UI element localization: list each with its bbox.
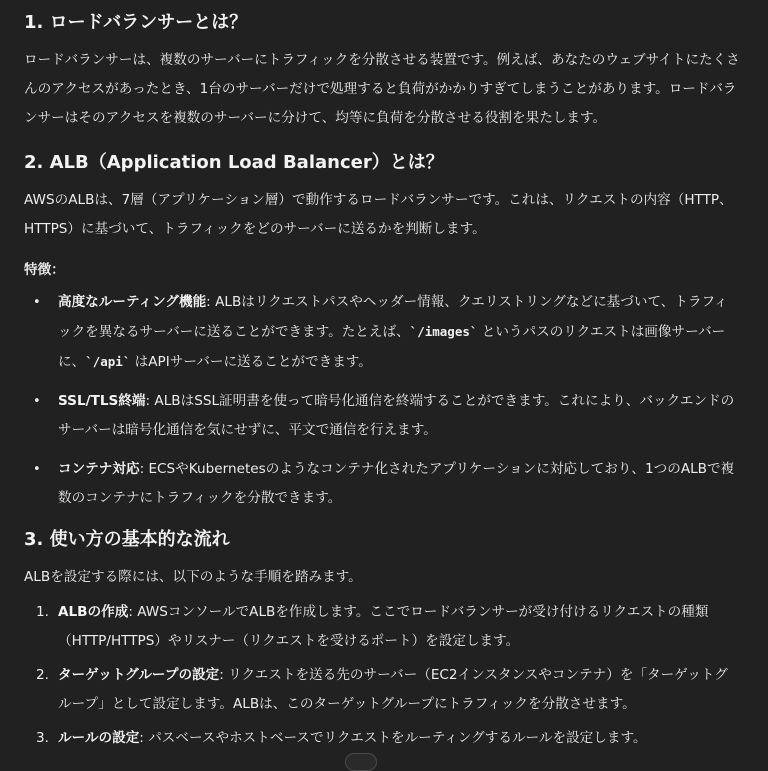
step-number: 2.: [36, 667, 49, 683]
inline-code: `/api`: [85, 354, 131, 369]
feature-item-routing: [24, 288, 740, 377]
features-list: [24, 288, 740, 523]
bullet-icon: •: [33, 394, 41, 409]
steps-list: [24, 598, 740, 758]
feature-label: 高度なルーティング機能: [58, 294, 207, 310]
bullet-icon: •: [33, 462, 41, 477]
section-paragraph-alb: AWSのALBは、7層（アプリケーション層）で動作するロードバランサーです。これは、リクエストの内容（HTTP、HTTPS）に基づいて、トラフィックをどのサーバーに送るかを判断します。: [24, 192, 733, 237]
step-item-create-alb: [24, 598, 740, 656]
feature-label: SSL/TLS終端: [58, 393, 146, 409]
section-heading-alb: 2. ALB（Application Load Balancer）とは？: [24, 152, 444, 173]
section-heading-usage-flow: 3. 使い方の基本的な流れ: [24, 529, 230, 550]
feature-text: はAPIサーバーに送ることができます。: [130, 354, 372, 370]
step-text: : AWSコンソールでALBを作成します。ここでロードバランサーが受け付けるリクエストの種類（HTTP/HTTPS）やリスナー（リクエストを受けるポート）を設定します。: [58, 604, 709, 649]
step-number: 1.: [36, 604, 49, 620]
feature-text: : ALBはSSL証明書を使って暗号化通信を終端することができます。これにより、バックエンドのサーバーは暗号化通信を気にせずに、平文で通信を行えます。: [58, 393, 735, 438]
step-item-target-group: [24, 661, 740, 719]
step-label: ルールの設定: [58, 730, 140, 746]
step-text: : リクエストを送る先のサーバー（EC2インスタンスやコンテナ）を「ターゲットグループ」として設定します。ALBは、このターゲットグループにトラフィックを分散させます。: [58, 667, 728, 712]
step-label: ALBの作成: [58, 604, 129, 620]
bullet-icon: •: [33, 295, 41, 310]
step-item-rules: [24, 724, 740, 753]
step-label: ターゲットグループの設定: [58, 667, 220, 683]
feature-text: : ALBはリクエストパスやヘッダー情報、クエリストリングなどに基づいて、トラフィックを異なるサーバーに送ることができます。たとえば、: [58, 294, 728, 340]
features-label: 特徴：: [24, 262, 65, 278]
bottom-fade: [0, 752, 768, 762]
step-text: : パスベースやホストベースでリクエストをルーティングするルールを設定します。: [139, 730, 647, 746]
feature-text: というパスのリクエストは画像サーバーに、: [58, 324, 726, 370]
scroll-down-button[interactable]: [345, 753, 377, 771]
feature-item-container: [24, 455, 740, 513]
feature-label: コンテナ対応: [58, 461, 140, 477]
feature-item-ssl: [24, 387, 740, 445]
section-paragraph-usage-intro: ALBを設定する際には、以下のような手順を踏みます。: [24, 569, 362, 585]
feature-text: : ECSやKubernetesのようなコンテナ化されたアプリケーションに対応しており、1つのALBで複数のコンテナにトラフィックを分散できます。: [58, 461, 735, 506]
step-number: 3.: [36, 730, 49, 746]
section-heading-load-balancer: 1. ロードバランサーとは？: [24, 12, 248, 33]
inline-code: `/images`: [409, 324, 478, 339]
section-paragraph-load-balancer: ロードバランサーは、複数のサーバーにトラフィックを分散させる装置です。例えば、あなたのウェブサイトにたくさんのアクセスがあったとき、1台のサーバーだけで処理すると負荷がかかりすぎてしまうことがあります。ロードバランサーはそのアクセスを複数のサーバーに分けて、均等に負荷を分散させる役割を果たします。: [24, 52, 740, 126]
